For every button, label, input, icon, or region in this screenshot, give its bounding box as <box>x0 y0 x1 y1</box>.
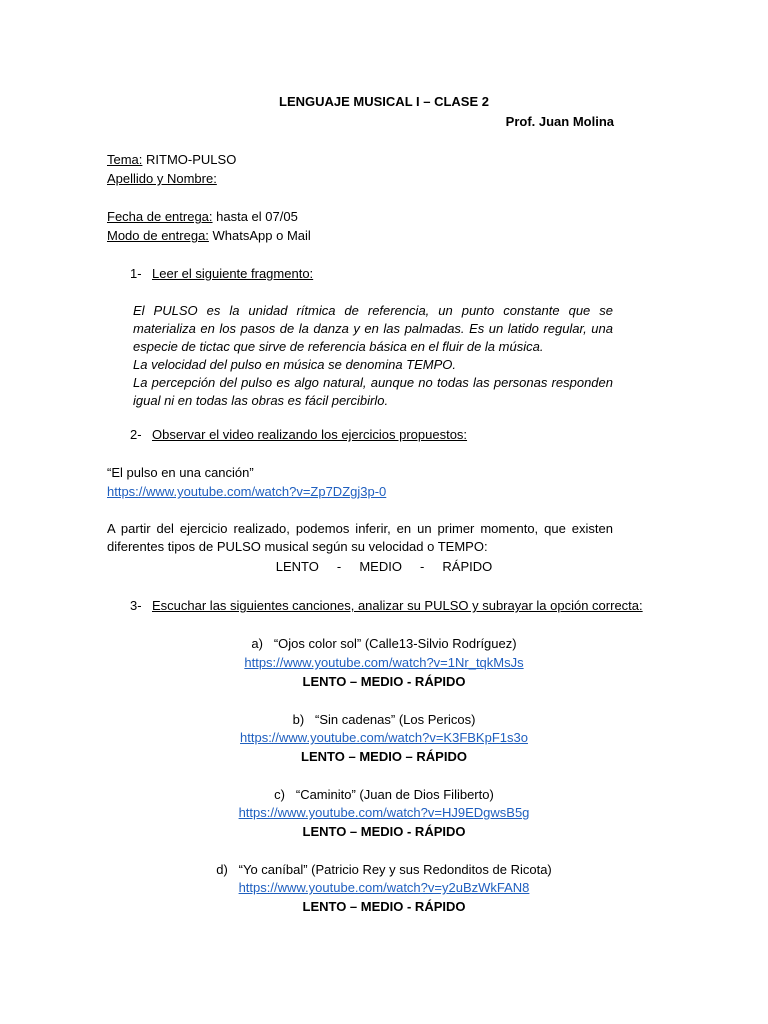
video-link[interactable]: https://www.youtube.com/watch?v=Zp7DZgj3p-0 <box>107 484 387 499</box>
song-d-link-line <box>0 879 768 897</box>
video-title: “El pulso en una canción” <box>107 465 254 480</box>
song-d-link[interactable]: https://www.youtube.com/watch?v=y2uBzWkFAN8 <box>238 880 530 895</box>
song-d-letter: d) <box>216 862 228 877</box>
song-a-letter: a) <box>251 636 263 651</box>
tema-value: RITMO-PULSO <box>142 152 237 167</box>
song-c-title: “Caminito” (Juan de Dios Filiberto) <box>295 787 494 802</box>
modo-label: Modo de entrega: <box>107 228 209 243</box>
pulse-quote <box>133 302 613 410</box>
song-a-options: LENTO – MEDIO - RÁPIDO <box>302 674 466 689</box>
section-3-heading-line <box>130 597 643 615</box>
song-c-title-line <box>0 786 768 804</box>
professor-name: Prof. Juan Molina <box>505 114 614 129</box>
song-c-link[interactable]: https://www.youtube.com/watch?v=HJ9EDgwsB5g <box>238 805 530 820</box>
section-1-number: 1- <box>130 266 142 281</box>
pulse-quote-p1: El PULSO es la unidad rítmica de referencia, un punto constante que se materializa en los pasos de la danza y en las palmadas. Es un latido regular, una especie de tictac que sirve de referencia básica en el fluir de la música. <box>133 303 613 354</box>
tempo-options: LENTO - MEDIO - RÁPIDO <box>275 559 493 574</box>
modo-value: WhatsApp o Mail <box>208 228 311 243</box>
modo-line <box>107 227 311 245</box>
song-c-letter: c) <box>274 787 286 802</box>
fecha-label: Fecha de entrega: <box>107 209 213 224</box>
video-link-wrapper <box>107 483 386 501</box>
tema-line <box>107 151 236 169</box>
song-a-link-line <box>0 654 768 672</box>
section-2-number: 2- <box>130 427 142 442</box>
document-title: LENGUAJE MUSICAL I – CLASE 2 <box>279 94 489 109</box>
tema-label: Tema: <box>107 152 143 167</box>
song-b-letter: b) <box>292 712 305 727</box>
song-d-title: “Yo caníbal” (Patricio Rey y sus Redonditos de Ricota) <box>238 862 552 877</box>
inference-paragraph: A partir del ejercicio realizado, podemos inferir, en un primer momento, que existen diferentes tipos de PULSO musical según su velocidad o TEMPO: <box>107 521 613 554</box>
section-2-heading-line <box>130 426 467 444</box>
song-b-title-line <box>0 711 768 729</box>
song-c-link-line <box>0 804 768 822</box>
song-b-link-line <box>0 729 768 747</box>
pulse-quote-p3: La percepción del pulso es algo natural, aunque no todas las personas responden igual ni en todas las obras es fácil percibirlo. <box>133 375 613 408</box>
fecha-value: hasta el 07/05 <box>212 209 298 224</box>
song-a-title-line <box>0 635 768 653</box>
song-a-link[interactable]: https://www.youtube.com/watch?v=1Nr_tqkMsJs <box>244 655 524 670</box>
song-d-title-line <box>0 861 768 879</box>
song-b-title: “Sin cadenas” (Los Pericos) <box>315 712 476 727</box>
section-1-heading-line <box>130 265 313 283</box>
section-1-heading: Leer el siguiente fragmento: <box>152 266 314 281</box>
song-b-link[interactable]: https://www.youtube.com/watch?v=K3FBKpF1s3o <box>240 730 528 745</box>
section-2-heading: Observar el video realizando los ejercicios propuestos: <box>152 427 468 442</box>
song-a-title: “Ojos color sol” (Calle13-Silvio Rodríguez) <box>273 636 517 651</box>
song-d-options: LENTO – MEDIO - RÁPIDO <box>302 899 466 914</box>
fecha-line <box>107 208 298 226</box>
apellido-label: Apellido y Nombre: <box>107 171 217 186</box>
song-c-options: LENTO – MEDIO - RÁPIDO <box>302 824 466 839</box>
song-b-options: LENTO – MEDIO – RÁPIDO <box>301 749 467 764</box>
section-3-heading: Escuchar las siguientes canciones, analizar su PULSO y subrayar la opción correcta: <box>152 598 643 613</box>
pulse-quote-p2: La velocidad del pulso en música se denomina TEMPO. <box>133 357 457 372</box>
section-3-number: 3- <box>130 598 142 613</box>
